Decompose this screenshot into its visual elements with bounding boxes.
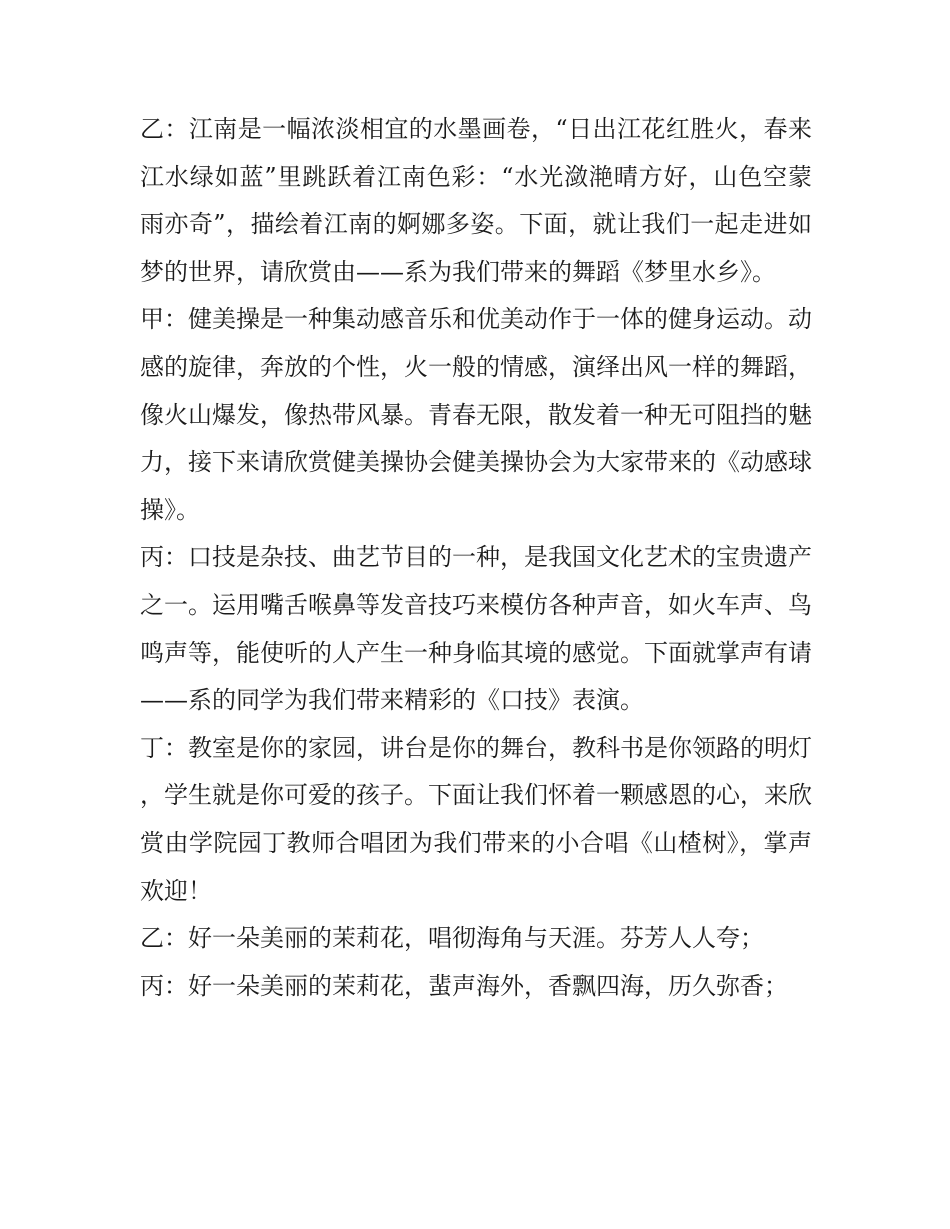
paragraph-jiangnan: 乙：江南是一幅浓淡相宜的水墨画卷，“日出江花红胜火，春来江水绿如蓝”里跳跃着江南色彩：“水光潋滟晴方好，山色空蒙雨亦奇”，描绘着江南的婀娜多姿。下面，就让我们一起走进如梦的世界，请欣赏由——系为我们带来的舞蹈《梦里水乡》。 [140, 115, 812, 286]
document-body [140, 106, 812, 1010]
paragraph-teachers-choir: 丁：教室是你的家园，讲台是你的舞台，教科书是你领路的明灯，学生就是你可爱的孩子。下面让我们怀着一颗感恩的心，来欣赏由学院园丁教师合唱团为我们带来的小合唱《山楂树》，掌声欢迎！ [140, 733, 812, 905]
paragraph-jasmine-2: 丙：好一朵美丽的茉莉花，蜚声海外，香飘四海，历久弥香； [140, 971, 788, 1000]
paragraph-ventriloquism: 丙：口技是杂技、曲艺节目的一种，是我国文化艺术的宝贵遗产之一。运用嘴舌喉鼻等发音技巧来模仿各种声音，如火车声、鸟鸣声等，能使听的人产生一种身临其境的感觉。下面就掌声有请——系的同学为我们带来精彩的《口技》表演。 [140, 543, 812, 715]
paragraph-jasmine-1: 乙：好一朵美丽的茉莉花，唱彻海角与天涯。芬芳人人夸； [140, 924, 764, 953]
paragraph-aerobics: 甲：健美操是一种集动感音乐和优美动作于一体的健身运动。动感的旋律，奔放的个性，火一般的情感，演绎出风一样的舞蹈，像火山爆发，像热带风暴。青春无限，散发着一种无可阻挡的魅力，接下来请欣赏健美操协会健美操协会为大家带来的《动感球操》。 [140, 305, 812, 524]
